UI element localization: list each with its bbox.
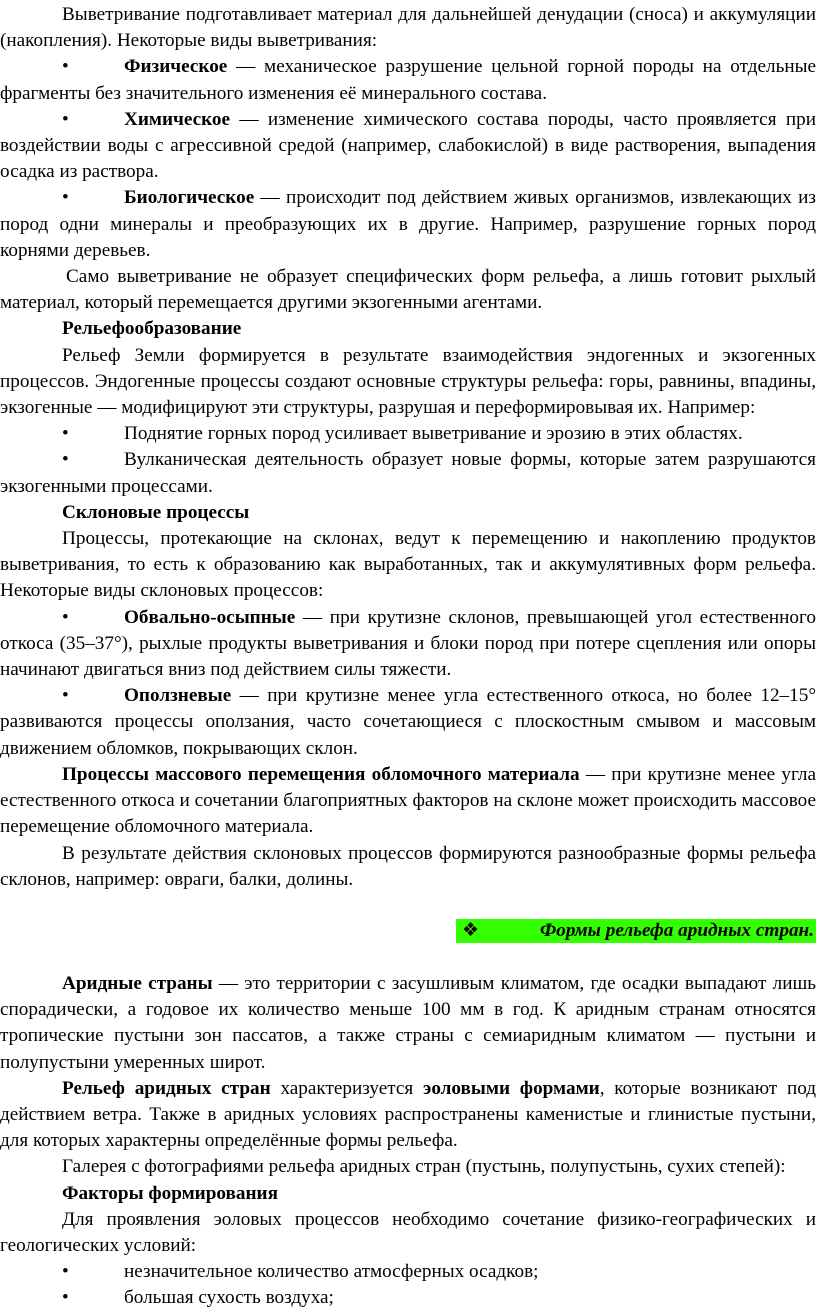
item-text: характеризуется <box>270 1077 424 1099</box>
item-text: Вулканическая деятельность образует новые формы, которые затем разрушаются экзогенными процессами. <box>0 449 816 497</box>
heading-slopes: Склоновые процессы <box>62 501 250 523</box>
item-text: — механическое разрушение цельной горной породы на отдельные фрагменты без значительного изменения её минерального состава. <box>0 56 816 104</box>
term: Биологическое <box>124 187 255 209</box>
bullet-icon: • <box>62 606 69 628</box>
item-text: Поднятие горных пород усиливает выветривание и эрозию в этих областях. <box>124 423 743 445</box>
item-text: — при крутизне менее угла естественного откоса, но более 12–15° развиваются процессы оползания, часто сочетающиеся с плоскостным смывом и массовым движением обломков, покрывающих склон. <box>0 685 816 759</box>
mass-movement-paragraph <box>0 762 816 841</box>
list-item-factor-1 <box>0 1259 816 1285</box>
weathering-summary: Само выветривание не образует специфических форм рельефа, а лишь готовит рыхлый материал, который перемещается другими экзогенными агентами. <box>0 266 816 314</box>
item-text: — это территории с засушливым климатом, где осадки выпадают лишь спорадически, а годовое их количество меньше 100 мм в год. К аридным странам относятся тропические пустыни зон пассатов, а также страны с семиаридным климатом — пустыни и полупустыни умеренных широт. <box>0 972 816 1073</box>
term: эоловыми формами <box>423 1077 600 1099</box>
section-title-arid <box>0 919 816 943</box>
bullet-icon: • <box>62 56 69 78</box>
arid-paragraph-1 <box>0 971 816 1076</box>
section-banner <box>456 919 816 943</box>
item-text: — происходит под действием живых организмов, извлекающих из пород одни минералы и преобразующих их в другие. Например, разрушение горных пород корнями деревьев. <box>0 187 816 261</box>
arid-paragraph-2 <box>0 1076 816 1155</box>
list-item-weathering-biological <box>0 185 816 264</box>
relief-paragraph: Рельеф Земли формируется в результате взаимодействия эндогенных и экзогенных процессов. Эндогенные процессы создают основные структуры рельефа: горы, равнины, впадины, экзогенные — модифицируют эти структуры, разрушая и переформировывая их. Например: <box>0 344 816 419</box>
bullet-icon: • <box>62 449 69 471</box>
list-item-relief-2 <box>0 447 816 499</box>
term: Оползневые <box>124 685 232 707</box>
term: Процессы массового перемещения обломочного материала <box>62 763 580 785</box>
term: Аридные страны <box>62 972 213 994</box>
item-text: — изменение химического состава породы, часто проявляется при воздействии воды с агрессивной средой (например, слабокислой) в виде растворения, выпадения осадка из раствора. <box>0 108 816 183</box>
bullet-icon: • <box>62 423 69 445</box>
item-text: незначительное количество атмосферных осадков; <box>124 1261 539 1283</box>
item-text: , которые возникают под действием ветра. Также в аридных условиях распространены каменистые и глинистые пустыни, для которых характерны определённые формы рельефа. <box>0 1077 816 1152</box>
item-text: — при крутизне менее угла естественного откоса и сочетании благоприятных факторов на склоне может происходить массовое перемещение обломочного материала. <box>0 763 816 838</box>
bullet-icon: • <box>62 1261 69 1283</box>
diamond-bullet-icon: ❖ <box>462 919 480 941</box>
slopes-result: В результате действия склоновых процессов формируются разнообразные формы рельефа склонов, например: овраги, балки, долины. <box>0 842 816 890</box>
term: Химическое <box>124 108 231 130</box>
gallery-caption: Галерея с фотографиями рельефа аридных стран (пустынь, полупустынь, сухих степей): <box>62 1156 786 1178</box>
list-item-slope-landslide <box>0 683 816 762</box>
item-text: большая сухость воздуха; <box>124 1287 334 1309</box>
intro-paragraph: Выветривание подготавливает материал для дальнейшей денудации (сноса) и аккумуляции (накопления). Некоторые виды выветривания: <box>0 4 816 52</box>
list-item-slope-rockfall <box>0 605 816 684</box>
heading-factors: Факторы формирования <box>62 1182 278 1204</box>
factors-paragraph: Для проявления эоловых процессов необходимо сочетание физико-географических и геологических условий: <box>0 1208 816 1256</box>
bullet-icon: • <box>62 187 69 209</box>
term: Рельеф аридных стран <box>62 1077 271 1099</box>
list-item-relief-1 <box>0 421 816 447</box>
term: Физическое <box>124 56 228 78</box>
bullet-icon: • <box>62 108 69 130</box>
list-item-factor-2 <box>0 1285 816 1311</box>
item-text: — при крутизне склонов, превышающей угол естественного откоса (35–37°), рыхлые продукты выветривания и блоки пород при потере сцепления или опоры начинают двигаться вниз под действием силы тяжести. <box>0 606 816 681</box>
list-item-weathering-physical <box>0 54 816 106</box>
term: Обвально-осыпные <box>124 606 296 628</box>
heading-relief: Рельефообразование <box>62 318 242 340</box>
bullet-icon: • <box>62 685 69 707</box>
slopes-paragraph: Процессы, протекающие на склонах, ведут к перемещению и накоплению продуктов выветривания, то есть к образованию как выработанных, так и аккумулятивных форм рельефа. Некоторые виды склоновых процессов: <box>0 528 816 602</box>
section-title-text: Формы рельефа аридных стран. <box>539 919 814 941</box>
list-item-weathering-chemical <box>0 107 816 186</box>
bullet-icon: • <box>62 1287 69 1309</box>
